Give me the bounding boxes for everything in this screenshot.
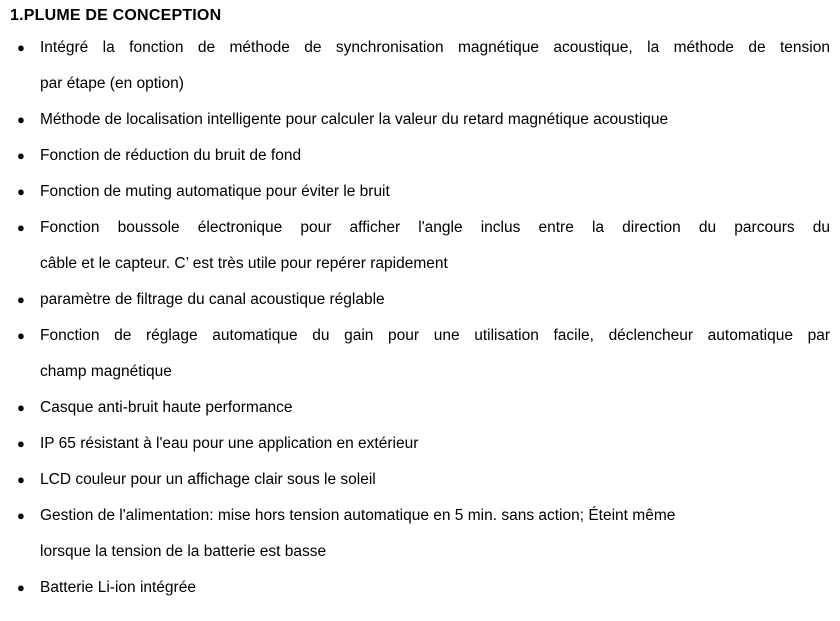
list-item-line: Casque anti-bruit haute performance <box>40 399 293 416</box>
bullet-icon: ● <box>17 148 25 163</box>
bullet-icon: ● <box>17 400 25 415</box>
section-title: 1.PLUME DE CONCEPTION <box>10 7 222 24</box>
list-item-line: Intégré la fonction de méthode de synchronisation magnétique acoustique, la méthode de tension <box>40 39 830 56</box>
list-item-text <box>40 498 830 570</box>
list-item-line: Fonction de muting automatique pour éviter le bruit <box>40 183 390 200</box>
list-item-line: champ magnétique <box>40 363 172 380</box>
list-item <box>10 102 830 138</box>
list-item-line: LCD couleur pour un affichage clair sous le soleil <box>40 471 376 488</box>
bullet-icon: ● <box>17 292 25 307</box>
bullet-icon: ● <box>17 508 25 523</box>
list-item-text <box>40 426 830 462</box>
list-item <box>10 282 830 318</box>
list-item-line: par étape (en option) <box>40 75 184 92</box>
list-item-text <box>40 210 830 282</box>
bullet-icon: ● <box>17 184 25 199</box>
list-item-line: Méthode de localisation intelligente pour calculer la valeur du retard magnétique acoustique <box>40 111 669 128</box>
list-item-line: Gestion de l'alimentation: mise hors tension automatique en 5 min. sans action; Éteint même <box>40 507 676 524</box>
list-item-text <box>40 174 830 210</box>
list-item-line: Fonction de réglage automatique du gain pour une utilisation facile, déclencheur automatique par <box>40 327 830 344</box>
bullet-icon: ● <box>17 220 25 235</box>
bullet-icon: ● <box>17 472 25 487</box>
list-item-line: Fonction boussole électronique pour afficher l'angle inclus entre la direction du parcours du <box>40 219 830 236</box>
list-item-line: Batterie Li-ion intégrée <box>40 579 196 596</box>
list-item-line: IP 65 résistant à l'eau pour une application en extérieur <box>40 435 419 452</box>
list-item <box>10 210 830 282</box>
list-item <box>10 462 830 498</box>
list-item-line: câble et le capteur. C’ est très utile pour repérer rapidement <box>40 255 448 272</box>
list-item <box>10 318 830 390</box>
list-item-text <box>40 390 830 426</box>
list-item-text <box>40 570 830 606</box>
list-item-text <box>40 462 830 498</box>
list-item-text <box>40 282 830 318</box>
list-item-text <box>40 30 830 102</box>
list-item-line: lorsque la tension de la batterie est basse <box>40 543 327 560</box>
list-item-line: Fonction de réduction du bruit de fond <box>40 147 302 164</box>
list-item-line: paramètre de filtrage du canal acoustique réglable <box>40 291 385 308</box>
list-item <box>10 174 830 210</box>
list-item <box>10 138 830 174</box>
list-item <box>10 570 830 606</box>
bullet-icon: ● <box>17 328 25 343</box>
bullet-icon: ● <box>17 580 25 595</box>
bullet-icon: ● <box>17 40 25 55</box>
list-item <box>10 426 830 462</box>
feature-list <box>10 30 830 606</box>
bullet-icon: ● <box>17 112 25 127</box>
bullet-icon: ● <box>17 436 25 451</box>
list-item-text <box>40 318 830 390</box>
list-item <box>10 30 830 102</box>
list-item <box>10 390 830 426</box>
list-item-text <box>40 138 830 174</box>
list-item <box>10 498 830 570</box>
list-item-text <box>40 102 830 138</box>
